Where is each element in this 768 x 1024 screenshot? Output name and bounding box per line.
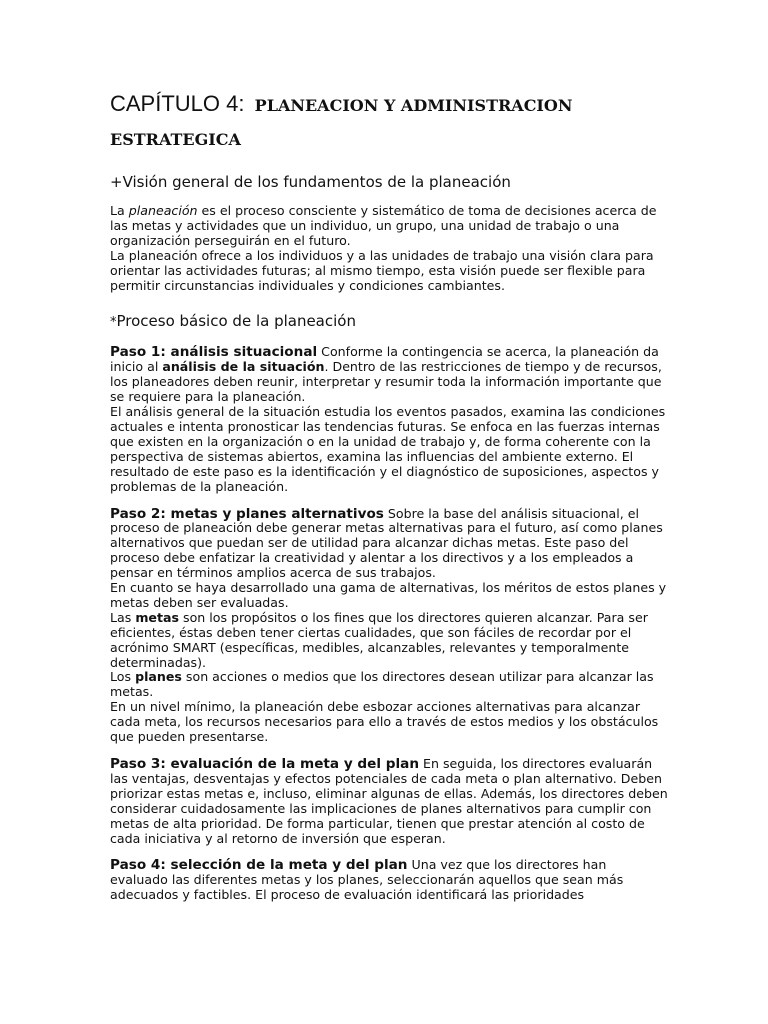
section-heading-text: Proceso básico de la planeación (116, 312, 356, 331)
bold-analisis-situacion: análisis de la situación (162, 359, 325, 375)
step2-title: Paso 2: metas y planes alternativos (110, 505, 384, 522)
step4-title: Paso 4: selección de la meta y del plan (110, 857, 408, 874)
chapter-title (110, 86, 668, 154)
step2-paragraph (110, 507, 668, 582)
section-heading-overview: +Visión general de los fundamentos de la planeación (110, 173, 511, 191)
text-run: Conforme la contingencia se acerca, la planeación da inicio al (110, 344, 659, 375)
text-run: es el proceso consciente y sistemático de toma de decisiones acerca de las metas y actividades que un individuo, un grupo, una unidad de trabajo o una organización perseguirán en el futuro. (110, 203, 657, 248)
chapter-label: CAPÍTULO 4: (110, 91, 245, 116)
step3-paragraph (110, 757, 668, 846)
step1-paragraph (110, 345, 668, 405)
paragraph-planeacion-vision: La planeación ofrece a los individuos y a las unidades de trabajo una visión clara para orientar las actividades futuras; al mismo tiempo, esta visión puede ser flexible para permitir circunstancias individuales y condiciones cambiantes. (110, 247, 654, 293)
text-run: son acciones o medios que los directores desean utilizar para alcanzar las metas. (110, 669, 654, 700)
text-run: Una vez que los directores han evaluado las diferentes metas y los planes, seleccionarán aquellos que sean más adecuados y factibles. El proceso de evaluación identificará las prioridades (110, 857, 624, 903)
text-run: Sobre la base del análisis situacional, el proceso de planeación debe generar metas alternativas para el futuro, así como planes alternativos que puedan ser de utilidad para alcanzar dichas metas. Este paso del proceso debe enfatizar la creatividad y alentar a los directivos y a los empleados a pensar en términos amplios acerca de sus trabajos. (110, 505, 663, 581)
step2-paragraph-planes (110, 670, 668, 700)
text-run: son los propósitos o los fines que los directores quieren alcanzar. Para ser eficientes, éstas deben tener ciertas cualidades, que son fáciles de recordar por el acrónimo SMART (específicas, medibles, alcanzables, relevantes y temporalmente determinadas). (110, 609, 648, 670)
text-run: La (110, 203, 129, 218)
step1-title: Paso 1: análisis situacional (110, 344, 318, 361)
text-run: En seguida, los directores evaluarán las ventajas, desventajas y efectos potenciales de cada meta o plan alternativo. Deben priorizar estas metas e, incluso, eliminar algunas de ellas. Además, los directores deben considerar cuidadosamente las implicaciones de planes alternativos para cumplir con metas de alta prioridad. De forma particular, tienen que prestar atención al costo de cada iniciativa y al retorno de inversión que esperan. (110, 756, 668, 846)
chapter-title-line2: ESTRATEGICA (110, 130, 241, 149)
step2-paragraph-metas (110, 611, 668, 671)
chapter-title-line1: PLANEACION Y ADMINISTRACION (254, 96, 573, 115)
emphasis-planeacion: planeación (128, 203, 198, 218)
step1-paragraph-2: El análisis general de la situación estudia los eventos pasados, examina las condiciones actuales e intenta pronosticar las tendencias futuras. Se enfoca en las fuerzas internas que existen en la organización o en la unidad de trabajo y, de forma coherente con la perspectiva de sistemas abiertos, examina las influencias del ambiente externo. El resultado de este paso es la identificación y el diagnóstico de suposiciones, aspectos y problemas de la planeación. (110, 404, 666, 494)
text-run: . Dentro de las restricciones de tiempo y de recursos, los planeadores deben reunir, interpretar y resumir toda la información importante que se requiere para la planeación. (110, 359, 662, 405)
paragraph-planeacion-definition (110, 204, 668, 249)
step4-paragraph (110, 858, 668, 903)
step3-title: Paso 3: evaluación de la meta y del plan (110, 756, 420, 772)
step2-paragraph-2: En cuanto se haya desarrollado una gama de alternativas, los méritos de estos planes y metas deben ser evaluadas. (110, 580, 667, 610)
bullet-marker: * (110, 315, 117, 331)
text-run: Las (110, 609, 136, 625)
text-run: Los (110, 669, 136, 685)
section-heading-process (110, 311, 668, 333)
step2-paragraph-5: En un nivel mínimo, la planeación debe esbozar acciones alternativas para alcanzar cada meta, los recursos necesarios para ello a través de estos medios y los obstáculos que pueden presentarse. (110, 699, 659, 745)
bold-planes: planes (135, 669, 182, 685)
bold-metas: metas (135, 609, 179, 625)
